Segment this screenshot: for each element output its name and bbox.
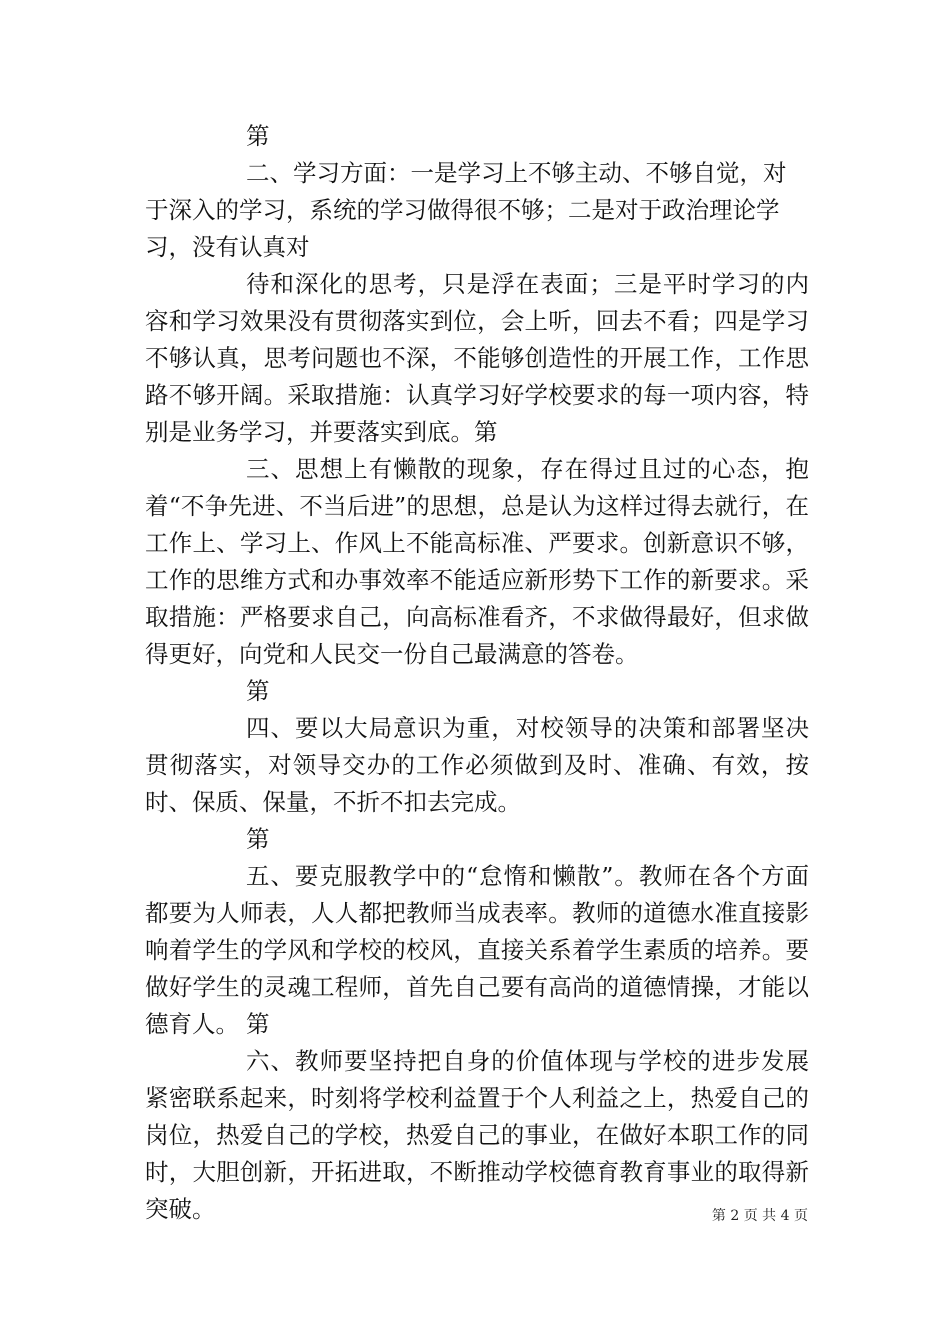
section-5-paragraph: 五、要克服教学中的“怠惰和懒散”。教师在各个方面都要为人师表，人人都把教师当成表率。教师的道德水准直接影响着学生的学风和学校的校风，直接关系着学生素质的培养。要做好学生的灵魂工程师，首先自己要有高尚的道德情操，才能以德育人。 [145, 862, 809, 1038]
section-3-paragraph: 三、思想上有懒散的现象，存在得过且过的心态，抱着“不争先进、不当后进”的思想，总是认为这样过得去就行，在工作上、学习上、作风上不能高标准、严要求。创新意识不够，工作的思维方式和办事效率不能适应新形势下工作的新要求。采取措施：严格要求自己，向高标准看齐，不求做得最好，但求做得更好，向党和人民交一份自己最满意的答卷。 [145, 455, 809, 668]
section-2-paragraph-a: 二、学习方面：一是学习上不够主动、不够自觉，对于深入的学习，系统的学习做得很不够；二是对于政治理论学习，没有认真对 [145, 159, 787, 261]
section-marker: 第 [246, 825, 270, 853]
section-4-paragraph: 四、要以大局意识为重，对校领导的决策和部署坚决贯彻落实，对领导交办的工作必须做到及时、准确、有效，按时、保质、保量，不折不扣去完成。 [145, 714, 809, 816]
page-number-footer: 第 2 页 共 4 页 [711, 1208, 808, 1224]
section-2-paragraph-b: 待和深化的思考，只是浮在表面；三是平时学习的内容和学习效果没有贯彻落实到位，会上听，回去不看；四是学习不够认真，思考问题也不深，不能够创造性的开展工作，工作思路不够开阔。采取措施：认真学习好学校要求的每一项内容，特别是业务学习，并要落实到底。第 [145, 270, 809, 446]
section-marker: 第 [246, 1010, 270, 1038]
section-marker: 第 [246, 122, 270, 150]
section-6-paragraph: 六、教师要坚持把自身的价值体现与学校的进步发展紧密联系起来，时刻将学校利益置于个人利益之上，热爱自己的岗位，热爱自己的学校，热爱自己的事业，在做好本职工作的同时，大胆创新，开拓进取，不断推动学校德育教育事业的取得新突破。 [145, 1047, 809, 1223]
section-marker: 第 [246, 677, 270, 705]
